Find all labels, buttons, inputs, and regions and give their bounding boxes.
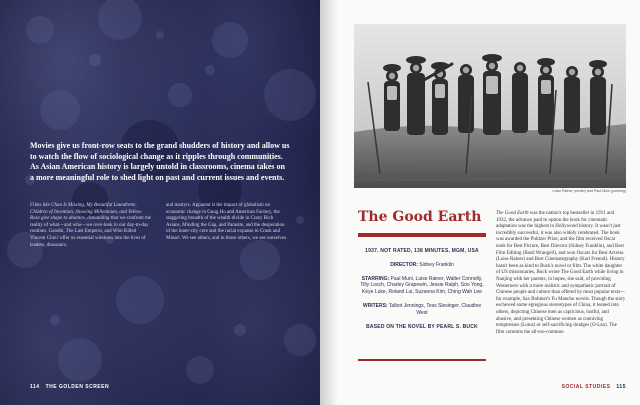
starring-credit (358, 276, 486, 296)
film-title: The Good Earth (358, 209, 482, 225)
right-footer (562, 384, 626, 390)
credits-rule (358, 359, 486, 361)
director-label: DIRECTOR: (390, 261, 418, 268)
left-column-2: and martyrs. Apparent is the impact of globalism on economic change in Gung Ho and American Factory, the staggering breadth of the wealth divide in Crazy Rich Asians, Minding the Gap, and Parasite, and the desperation of the inner-city core and the racial expanse in Crash and Minari. We see others, and in those others, we see ourselves. (166, 203, 288, 241)
director-credit (358, 262, 486, 269)
col1-body: we confront the reality of what—and who—we over-look in our day-to-day routines. Gandhi, The Last Emperor, and Who Killed Vincent Chin? offer us essential windows into the lives of leaders, dinosaurs, (30, 216, 152, 248)
intro-paragraph: Movies give us front-row seats to the grand shudders of history and allow us to watch the flow of sociological change as it ripples through communities. As Asian American history is largely untold in classrooms, cinema takes on a more meaningful role to shed light on past and current issues and events. (30, 141, 290, 182)
source-novel: BASED ON THE NOVEL BY PEARL S. BUCK (366, 323, 478, 330)
writers-label: WRITERS: (362, 302, 388, 309)
starring-label: STARRING: (361, 275, 390, 282)
left-column-1 (30, 203, 152, 249)
left-page-number: 114 (30, 384, 40, 390)
left-footer (30, 384, 109, 390)
section-title: SOCIAL STUDIES (561, 384, 611, 390)
right-page-number: 115 (616, 384, 626, 390)
col1-film-list: Films like Chan Is Missing, My Beautiful Laundrette, Children of Invention, Showing Millennium, and Yellow Rose give shape to absence, demanding that (30, 203, 142, 222)
film-credits (358, 248, 486, 330)
gutter-shadow (320, 0, 338, 405)
body-paragraph: was the nation's top bestseller in 1931 and 1932, the advance paid to option the book for cinematic adaptation was the highest in Hollywood history. It wasn't just incredibly successful, it was also widely celebrated. The book was awarded the Pulitzer Prize, and the film received Oscar nods for Best Picture, Best Director (Sidney Franklin), and Best Film Editing (Basil Wrangell), and won Oscars for Best Actress (Luise Rainer) and Best Cinematography (Karl Freund). History hasn't been as kind to Buck's novel or film. The white daughter of US missionaries, Buck wrote The Good Earth while living in Nanjing with her parents, in hopes, she said, of providing Westerners with a more realistic and sympathetic portrait of Chinese people and culture than offered by most popular texts—for example, Sax Rohmer's Fu Manchu novels. Though the story eschewed some egregious stereotypes of China, it leaned into others, depicting Chinese men as capricious, lustful, and abusive, and presenting Chinese women as conniving temptresses (Lotus) or self-sacrificing drudges (O-Lan). The film commits the all-too-common (496, 211, 626, 335)
writers-credit (358, 303, 486, 317)
film-info: 1937, NOT RATED, 138 MINUTES, MGM, USA (365, 248, 479, 254)
starring-names: Paul Muni, Luise Rainer, Walter Connolly, Tilly Losch, Charley Grapewin, Jessie Ralph, Soo Yong, Keye Luke, Roland Lui, Suzanna Kim, Ching Wah Lee (360, 275, 484, 296)
title-rule (358, 233, 486, 237)
writers-names: Talbot Jennings, Tess Slesinger, Claudine West (388, 302, 482, 316)
right-page (320, 0, 640, 405)
film-still-photo (354, 24, 626, 188)
body-film-title: The Good Earth (496, 211, 529, 216)
review-body (496, 211, 626, 336)
photo-caption: Luise Rainer (center) and Paul Muni (pointing) (552, 189, 626, 193)
director-name: Sidney Franklin (419, 261, 454, 268)
book-title: THE GOLDEN SCREEN (45, 384, 110, 390)
